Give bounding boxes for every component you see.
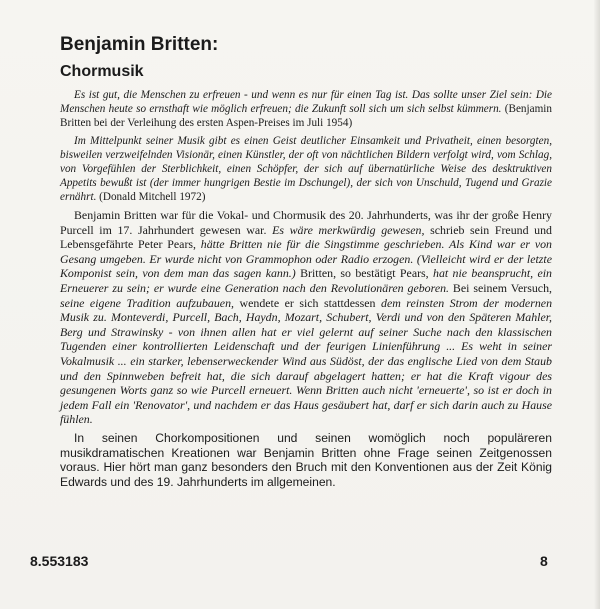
text-run: Britten, so bestätigt Pears, — [295, 266, 433, 281]
text-run: seine eigene Tradition aufzubauen, — [60, 295, 235, 310]
text-run: hat nie beansprucht, ein Erneuerer zu sein; er wurde eine Generation nach den Revolutionären geboren. — [60, 266, 552, 295]
text-run: wendete er sich stattdessen — [234, 295, 381, 310]
quote-paragraph — [60, 88, 552, 130]
page-number: 8 — [540, 553, 548, 569]
quote-text: Es ist gut, die Menschen zu erfreuen - und wenn es nur für einen Tag ist. Das sollte unser Ziel sein: Die Menschen heute so ernsthaft wie möglich erfreuen; die Zukunft soll sich um sich selbst kümmern. — [60, 89, 552, 115]
body-paragraph — [60, 431, 552, 489]
text-run: Bei seinem Versuch, — [449, 280, 552, 295]
body-paragraph — [60, 208, 552, 427]
text-run: Es wäre merkwürdig gewesen, — [272, 222, 425, 237]
quote-source: (Donald Mitchell 1972) — [96, 191, 206, 203]
text-run: Benjamin Britten war für die Vokal- und Chormusik des 20. Jahrhunderts, was ihr der große Henry Purcell im 17. Jahrhundert gewesen war. — [60, 208, 552, 237]
article — [60, 34, 552, 493]
text-run: hätte Britten nie für die Singstimme geschrieben. Als Kind war er von Gesang umgeben. Er wurde nicht von Grammophon oder Radio erzogen. (Vielleicht wird er der letzte Komponist sein, von dem man das sagen kann.) — [60, 237, 552, 281]
text-run: schrieb sein Freund und Lebensgefährte Peter Pears, — [60, 222, 552, 252]
quote-paragraph — [60, 134, 552, 204]
quote-source: (Benjamin Britten bei der Verleihung des ersten Aspen-Preises im Juli 1954) — [60, 103, 552, 129]
text-run: Wenn Britten auch nicht 'erneuerte', so ist er doch in jedem Fall ein 'Renovator', und nachdem er das Haus gesäubert hat, darf er sich darin auch zu Hause fühlen. — [60, 383, 552, 427]
text-run: In seinen Chorkompositionen und seinen womöglich noch populäreren musikdramatischen Kreationen war Benjamin Britten ohne Frage seinen Zeitgenossen voraus. Hier hört man ganz besonders den Bruch mit den Konventionen aus der Zeit König Edwards und des 19. Jahrhunderts im allgemeinen. — [60, 430, 552, 489]
catalog-number: 8.553183 — [30, 553, 89, 569]
section-subtitle: Chormusik — [60, 63, 144, 80]
text-run: dem reinsten Strom der modernen Musik zu. Monteverdi, Purcell, Bach, Haydn, Mozart, Schubert, Verdi und von den Späteren Mahler, Berg und Strawinsky - von ihnen allen hat er viel gelernt auf seiner Suche nach den klassischen Tugenden einer kontrollierten Leidenschaft und der feurigen Linienführung ... Es weht in seiner Vokalmusik ... ein starker, lebenserweckender Wind aus Südöst, der das englische Lied von dem Staub und den Spinnweben befreit hat, die sich darauf abgelagert hatten; er hat die Kraft vigour des gesungenen Worts ganz so wie Purcell erneuert. — [60, 295, 553, 398]
quote-text: Im Mittelpunkt seiner Musik gibt es einen Geist deutlicher Einsamkeit und Privatheit, einen besorgten, bisweilen verzweifelnden Visionär, einen Künstler, der oft von nächtlichen Bildern verfolgt wird, vom Schlag, von Vorgefühlen der Sterblichkeit, einen Schöpfer, der sich auf übernatürliche Weise des desktruktiven Appetits bewußt ist (der immer hungrigen Bestie im Dschungel), der sich von Unschuld, Tugend und Grazie ernährt. — [60, 135, 552, 203]
page-title: Benjamin Britten: — [60, 34, 219, 55]
page-edge-shadow — [594, 0, 600, 609]
